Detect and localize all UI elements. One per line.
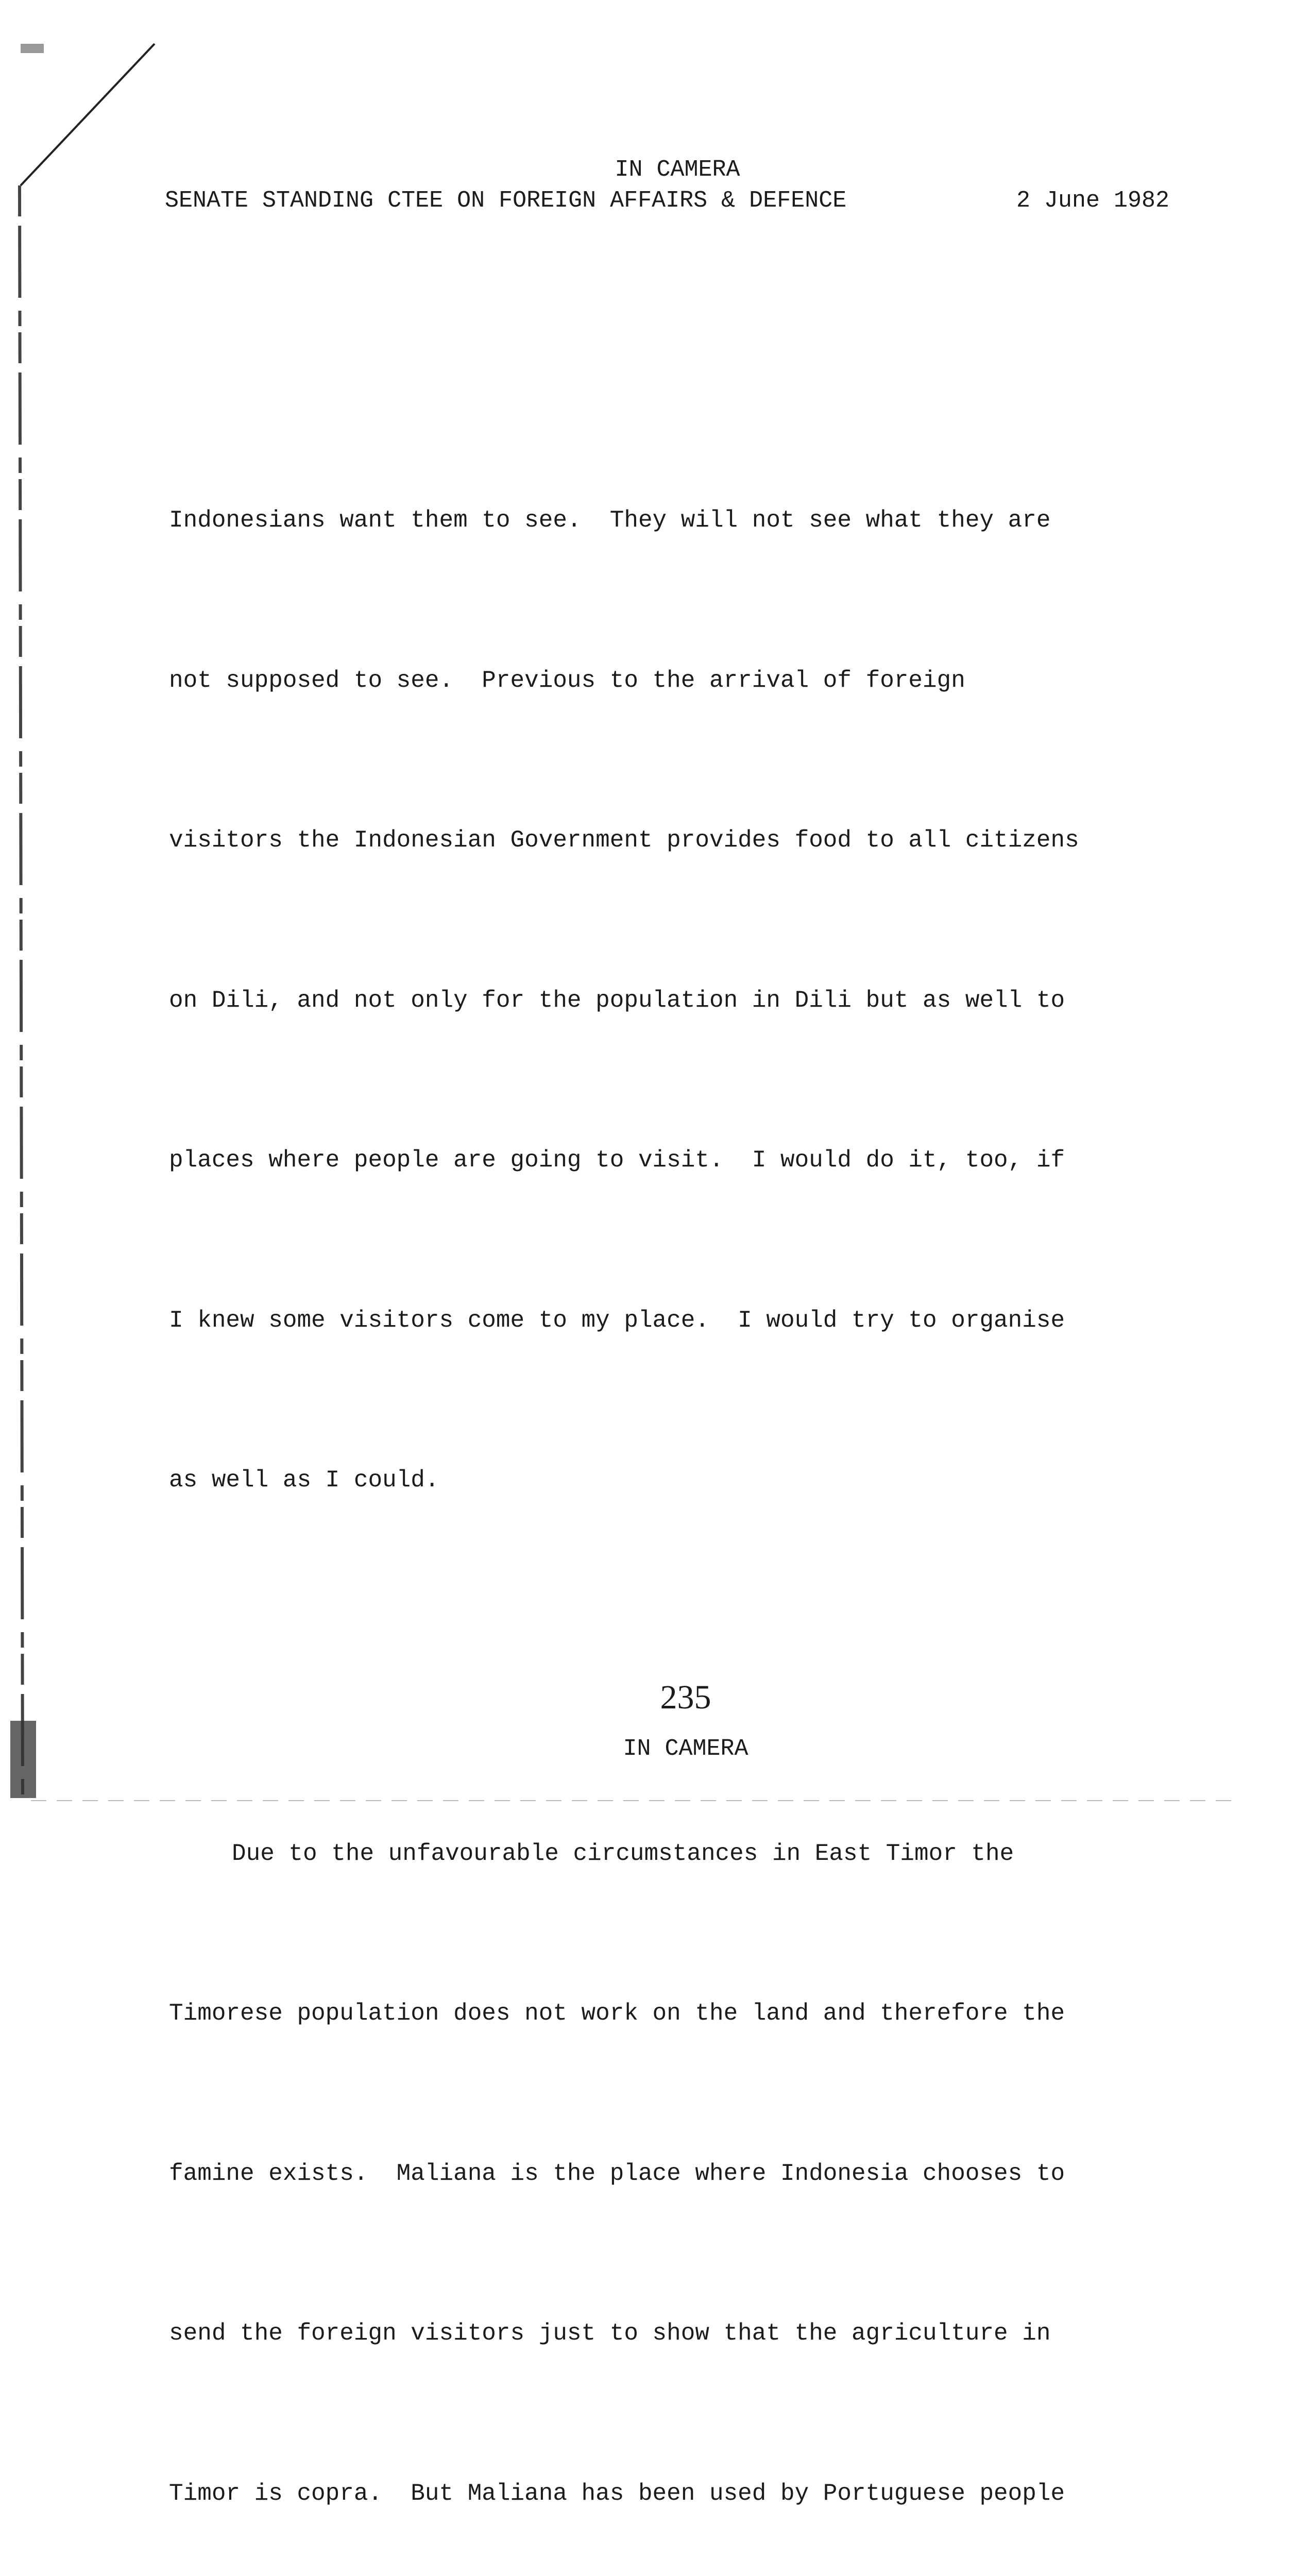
- page-number: 235: [0, 1677, 1294, 1718]
- hearing-date: 2 June 1982: [1016, 185, 1169, 216]
- text-line: Indonesians want them to see. They will not see what they are: [169, 494, 1194, 548]
- committee-name: SENATE STANDING CTEE ON FOREIGN AFFAIRS & DEFENCE: [165, 185, 846, 216]
- paragraph-1: [169, 387, 1194, 1614]
- text-line: I knew some visitors come to my place. I would try to organise: [169, 1294, 1194, 1348]
- paragraph-2: [169, 1721, 1194, 2576]
- text-line: Timor is copra. But Maliana has been used by Portuguese people: [169, 2467, 1194, 2521]
- transcript-body: [169, 281, 1194, 2576]
- top-left-smudge: [21, 44, 44, 53]
- header-row: [165, 185, 1169, 216]
- footer-title: IN CAMERA: [0, 1734, 1294, 1765]
- text-line: as well as I could.: [169, 1454, 1194, 1507]
- left-edge-shadow: [20, 185, 23, 1798]
- text-line: not supposed to see. Previous to the arrival of foreign: [169, 654, 1194, 708]
- page-header: [165, 155, 1169, 216]
- text-line: places where people are going to visit. I would do it, too, if: [169, 1134, 1194, 1188]
- text-line: Due to the unfavourable circumstances in East Timor the: [169, 1827, 1194, 1881]
- text-line: visitors the Indonesian Government provides food to all citizens: [169, 814, 1194, 868]
- corner-fold-line: [21, 44, 155, 185]
- text-line: send the foreign visitors just to show that the agriculture in: [169, 2307, 1194, 2361]
- header-title: IN CAMERA: [165, 155, 1169, 185]
- text-line: Timorese population does not work on the land and therefore the: [169, 1987, 1194, 2041]
- text-line: on Dili, and not only for the population in Dili but as well to: [169, 974, 1194, 1028]
- text-line: famine exists. Maliana is the place where Indonesia chooses to: [169, 2147, 1194, 2201]
